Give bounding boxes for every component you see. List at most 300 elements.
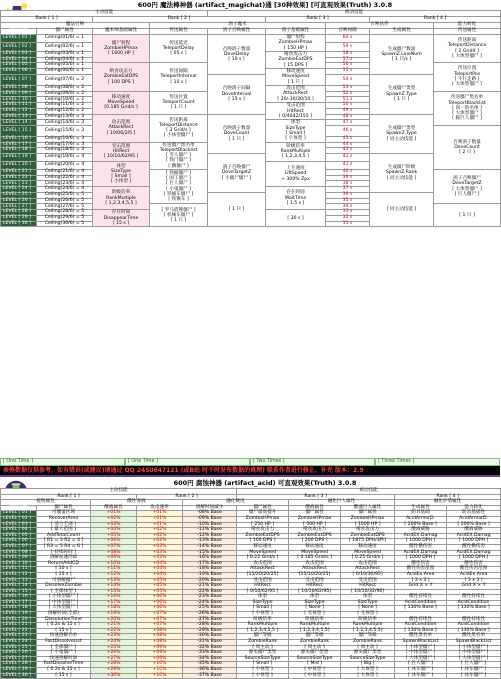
level-cell: LEVEL [ 04 ] [1,528,37,534]
stat-cell: [ 1000 DPH ] [447,539,501,545]
stat-cell: 啃食攻击力 [237,528,289,534]
teleport-block [150,114,208,142]
dove-summon-block [208,114,266,153]
cooldown-cell: Ceiling(21/6) = 4 [37,169,93,175]
level-prefix: LEVEL [3,599,18,605]
stat-cell: 酸性持续性 [447,617,501,623]
stat-cell: SourceSizeType [289,656,341,662]
stat-cell: [ 0/10/30/95] [341,572,395,578]
level-cell: LEVEL [ 23 ] [1,181,37,187]
stat-cell: [ 1000 DPH ] [395,556,447,562]
level-row [1,74,501,85]
stat-cell: -34% Base [183,656,237,662]
stat-cell: [ 冰车僵尸 ] [395,668,447,674]
interval-cell: 34 s [326,204,370,210]
stat-cell: [ 10/10/32/96] [341,589,395,595]
stat-cell: 攻击范围 [341,561,395,567]
block-text: 鸽子召唤僵尸 DoveTargetZ [ 小僵尸僵尸 ] [221,165,252,181]
level-cell: LEVEL [ 01 ] [1,35,37,43]
block-text: 移动速度 MoveSpeed [0.185 Grid/s ] [104,94,138,111]
stat-cell: +01% [137,522,183,528]
tab-active-skill[interactable]: 主动技能 [1,489,237,495]
group-header: 能力转化 [434,23,501,29]
stat-cell: [ 小体型 ] [237,612,289,618]
stat-cell: -37% Base [183,673,237,679]
level-number: 15 [21,588,28,594]
level-cell: LEVEL [ 06 ] [1,69,37,75]
block-text: [ 铁桶僵尸 ] [ 国王僵尸 ] [ 巨人僵尸 ] [ 小鬼僵尸 ] [ 铁桶车僵尸 ] [ 铁锹车 ] [163,170,194,203]
level-cell: LEVEL [ 02 ] [1,516,37,522]
stat-cell: [ 200% Base ] [395,522,447,528]
stat-cell: +05% [137,584,183,590]
stat-cell: [ 15 s ] [37,628,91,634]
stat-cell: [ 小体型僵尸 ] [447,645,501,651]
level-number: 19 [21,611,28,617]
block-text: 阶级倍率 RankMultiple [ 1,2,3,4,5 ] [280,143,311,160]
cooldown-cell: Ceiling(10/6) = 2 [37,97,93,103]
stat-cell: AcidArmorD. [395,516,447,522]
stat-cell: -20% Base [183,578,237,584]
stat-cell: RecoverArea [37,516,91,522]
interval-cell: 39 s [326,175,370,181]
stat-cell: [ 1000 HP ] [341,522,395,528]
level-cell: LEVEL [ 22 ] [1,175,37,181]
block-text: 体型 SizeType [ Small ] [ 小体型 ] [285,120,306,142]
stat-cell: [ 0.185 Grid/s ] [289,556,341,562]
block-text: 召唤鸽子数量 DoveCount [ 2 只 ] [453,139,481,156]
block-text: 传送间隔 TeleportInterval [ 10 s ] [160,69,197,85]
interval-cell: 57 s [326,57,370,63]
section2-title: 600円 腐蚀神器 (artifact_acid) 可直观效果(Truth) 3.0.8 [30,478,500,488]
stat-cell: 酸性黑名单 [395,634,447,640]
level-number: 07 [21,543,28,549]
stat-cell: 防具基础性 [447,511,501,517]
interval-cell: 56 s [326,63,370,69]
block-text: 召唤鸽子数量 DoveCount [ 1 只 ] [222,125,251,142]
level-prefix: LEVEL [3,527,18,533]
stat-cell: [ 持续时间 ] [37,550,91,556]
magician-block [93,91,150,114]
level-prefix: LEVEL [3,549,18,555]
stat-cell: AcidEX.Damag [395,550,447,556]
cooldown-cell: Ceiling(25/6) = 5 [37,192,93,198]
dove-base-block [266,187,326,210]
stat-cell: HitRect [289,584,341,590]
block-text: [ 1 只 ] [459,212,475,218]
block-text: 生成僵尸数量 SpawnZ.LineNum [ 1 只/s ] [381,46,422,63]
cooldown-cell: Ceiling(20/6) = 4 [37,162,93,170]
level-number: 17 [21,599,28,605]
stat-cell: [ 130% Base ] [395,628,447,634]
level-cell: LEVEL [ 06 ] [1,539,37,545]
stat-cell: 攻击范围 [237,561,289,567]
block-text: 传送位置 TeleportPos [ 不行走路 ] [ 大体型僵尸 ] [452,66,482,88]
stat-cell: [ 全部僵尸 ] [37,645,91,651]
stat-cell: [ None ] [341,606,395,612]
rank-header: Rank [ 4 ] [370,17,501,23]
cooldown-cell: Ceiling(15/6) = 3 [37,126,93,137]
stat-cell: ZombieHPmax [237,516,289,522]
stat-cell: 僵尸等级 [237,634,289,640]
stat-cell: +03% [137,556,183,562]
stat-cell: +02% [137,528,183,534]
level-cell: LEVEL [ 24 ] [1,640,37,646]
stat-cell: +06% [137,600,183,606]
stat-cell: +10% [91,561,137,567]
block-text: 啃食攻击力 ZombieEatDPS [ 100 DPS ] [103,69,139,85]
stat-cell: [ 同主动 ] [237,645,289,651]
stat-cell: 啃食攻击力 [289,528,341,534]
dove-base-block [266,103,326,120]
level-cell: LEVEL [ 14 ] [1,120,37,126]
magic-hat-table [0,10,501,227]
stat-cell: +09% [137,645,183,651]
level-cell: LEVEL [ 20 ] [1,617,37,623]
stat-cell: 酸液威胁 [395,528,447,534]
stat-cell: +17% [91,600,137,606]
level-cell: LEVEL [ 28 ] [1,210,37,216]
stat-cell: +03% [137,550,183,556]
block-text: 传送僵尸黑名单 TeleportBlacklist [ 雪人僵尸 ] [ 铁门僵尸 ] [ 飘僵尸 ] [159,142,198,169]
stat-cell: -13% Base [183,539,237,545]
cooldown-cell: Ceiling(09/6) = 2 [37,91,93,97]
level-cell: LEVEL [ 01 ] [1,511,37,517]
level-number: 03 [21,521,28,527]
stat-cell: [ Small ] [237,606,289,612]
stat-cell: [ 中体型僵尸 ] [37,600,91,606]
stat-cell: +06% [137,595,183,601]
stat-cell: +14% [91,584,137,590]
magician-block [93,187,150,210]
stat-cell: ZombieHPmax [289,516,341,522]
stat-cell: [ 200% Base ] [447,522,501,528]
ability-block [434,204,501,227]
level-number: 04 [21,527,28,533]
level-number: 09 [21,555,28,561]
stat-cell: AcidCondition [447,623,501,629]
stat-cell: -18% Base [183,567,237,573]
stat-cell: [ 0.25 Grid/s ] [341,556,395,562]
column-header: 酸液属性 [289,505,341,511]
dove-summon-block [208,35,266,75]
stat-cell: [ 15 s ] [37,572,91,578]
stat-cell: Grid X × Y [447,584,501,590]
level-cell: LEVEL [ 30 ] [1,221,37,227]
block-text: [ 1 只 ] [228,207,245,213]
rank-header: Rank [ 2 ] [137,494,237,500]
block-text: 召唤鸽子间隔 DoveInterval [ 15 s ] [221,86,252,102]
cooldown-cell: Ceiling(17/6) = 3 [37,142,93,148]
tab-passive-skill[interactable]: 被动技能 [208,11,501,17]
interval-cell: 42 s [326,154,370,162]
stat-cell: -23% Base [183,595,237,601]
stat-cell: +04% [137,572,183,578]
spawn-block [370,35,434,75]
stat-cell: 体型 [341,595,395,601]
level-cell: LEVEL [ 10 ] [1,561,37,567]
interval-cell: 44 s [326,142,370,148]
level-prefix: LEVEL [3,555,18,561]
interval-cell: 45 s [326,136,370,142]
level-prefix: LEVEL [3,661,18,667]
acid-table [0,488,501,679]
column-header: 能力转化 [447,505,501,511]
stat-cell: [ 1,2,3,4,5,5] [341,628,395,634]
block-text: 僵尸射程 ZombieHPmax [ 1600 HP ] [104,40,138,57]
cooldown-cell: Ceiling(11/6) = 2 [37,103,93,109]
group-header: 融化硬度 [183,500,289,506]
block-text: 生成僵尸类型 SpawnZ.Type [ 1 只 ] [386,86,417,102]
interval-cell: 59 s [326,43,370,51]
spawn-block [370,114,434,153]
level-cell: LEVEL [ 03 ] [1,51,37,57]
stat-cell: 溶解时间(全部) [37,612,91,618]
stat-cell: FastDissolveTime [37,662,91,668]
level-prefix: LEVEL [3,655,18,661]
stat-cell: [ 15 s ] [37,673,91,679]
stat-cell: -25% Base [183,606,237,612]
level-cell: LEVEL [ 24 ] [1,187,37,193]
level-prefix: LEVEL [3,611,18,617]
stat-cell: 源头僵尸类型 [289,651,341,657]
block-text: 生成僵尸类型 SpawnZ.Type [ 同主动技能 ] [386,125,417,142]
footer-rank4: [ Three Times ] [375,458,500,466]
level-cell: LEVEL [ 29 ] [1,215,37,221]
level-cell: LEVEL [ 10 ] [1,97,37,103]
stat-cell: [15/20/20/25] [237,572,289,578]
cooldown-cell: Ceiling(13/6) = 3 [37,114,93,120]
footer-rank1: [ One Time ] [0,458,125,466]
interval-cell: 60 s [326,35,370,43]
level-number: 21 [21,622,28,628]
block-text: 受击范围 HitRect [ 10/10/62/95 ] [103,143,139,160]
stat-cell: +27% [91,656,137,662]
dove-summon-block [208,74,266,114]
dove-summon-block [208,154,266,193]
block-text: 攻击范围 AttackRect [ 10/06/2/5 ] [106,120,136,136]
interval-cell: 31 s [326,221,370,227]
stat-cell: HitRect [341,584,395,590]
stat-cell: 溶解加速冷却 [37,556,91,562]
stat-cell: 啃食攻击力 [341,528,395,534]
stat-cell: 源头僵尸类型 [237,651,289,657]
level-cell: LEVEL [ 27 ] [1,204,37,210]
stat-cell: 移动速度 [237,544,289,550]
level-cell: LEVEL [ 15 ] [1,126,37,137]
stat-cell: -28% Base [183,623,237,629]
stat-cell: 阶级倍率 [237,617,289,623]
stat-cell: HitRect [237,584,289,590]
column-header: 召唤间隔 [326,29,370,35]
stat-cell: -33% Base [183,651,237,657]
stat-cell: ZombieEatDPS [289,533,341,539]
level-number: 29 [21,667,28,672]
cooldown-cell: Ceiling(24/6) = 4 [37,187,93,193]
spawn-block [370,74,434,114]
stat-cell: [ 0.22 Grid/s ] [237,556,289,562]
level-prefix: LEVEL [3,633,18,639]
group-header: 魔法召唤 [1,23,150,29]
stat-cell: +22% [91,628,137,634]
stat-cell: [ 中体型 ] [289,673,341,679]
stat-cell: +28% [91,662,137,668]
dove-base-block [266,35,326,52]
column-header: 神器等级 [1,505,37,511]
stat-cell: ReturnAddCD [37,561,91,567]
cooldown-cell: Ceiling(30/6) = 5 [37,221,93,227]
dove-base-block [266,69,326,86]
stat-cell: +29% [91,668,137,674]
stat-cell: SpawnBlackList [447,640,501,646]
level-prefix: LEVEL [3,571,18,577]
column-header: 僵尸属性 [37,505,91,511]
cooldown-cell: Ceiling(07/6) = 2 [37,74,93,85]
stat-cell: SpawnBlackList [395,640,447,646]
stat-cell: 酸液威胁 [447,528,501,534]
stat-cell: [ 最大范围 ] [37,528,91,534]
level-cell: LEVEL [ 18 ] [1,148,37,154]
level-prefix: LEVEL [3,521,18,527]
cooldown-cell: Ceiling(06/6) = 1 [37,69,93,75]
rank-header: Rank [ 2 ] [93,17,266,23]
group-header: 酸性毒液 [91,500,183,506]
dove-base-block [266,210,326,227]
stat-cell: +21% [91,623,137,629]
group-header: 召唤伙伴 [326,23,434,29]
cooldown-cell: Ceiling(14/6) = 3 [37,120,93,126]
stat-cell: -15% Base [183,550,237,556]
level-number: 16 [21,594,28,600]
stat-cell: [ 小体型僵尸 ] [395,645,447,651]
stat-cell: 酸性伤害 [447,561,501,567]
stat-cell: +07% [137,617,183,623]
stat-cell: -12% Base [183,533,237,539]
stat-cell: -22% Base [183,589,237,595]
stat-cell: [ 200 DPS ] [289,539,341,545]
stat-cell: [ 130% Base ] [395,606,447,612]
stat-cell: FastDissolveList [37,640,91,646]
stat-cell: [ 3 x 3 ] [447,578,501,584]
rank-header: Rank [ 4 ] [395,494,501,500]
stat-cell: [ 1,2,3,4,5,5] [289,628,341,634]
level-cell: LEVEL [ 04 ] [1,57,37,63]
stat-cell: -08% Base [183,511,237,517]
level-prefix: LEVEL [3,543,18,549]
interval-cell: 47 s [326,120,370,126]
dove-summon-block [208,192,266,227]
stat-cell: [ 0/10/62/95 ] [237,589,289,595]
stat-cell: +05% [91,533,137,539]
stat-cell: [ 大体型 ] [341,668,395,674]
stat-cell: +09% [91,556,137,562]
stat-cell: RankMultiple [289,623,341,629]
stat-cell: -17% Base [183,561,237,567]
level-number: 23 [21,633,28,639]
stat-cell: [ 冰车僵尸 ] [447,673,501,679]
level-cell: LEVEL [ 16 ] [1,136,37,142]
stat-cell: [ 1000 DPH ] [395,539,447,545]
cooldown-cell: Ceiling(12/6) = 2 [37,108,93,114]
level-cell: LEVEL [ 27 ] [1,656,37,662]
magician-block [93,142,150,161]
stat-cell: +02% [91,516,137,522]
level-number: 25 [21,644,28,650]
dove-base-block [266,162,326,187]
stat-cell: [ 小鬼僵尸 ] [37,651,91,657]
stat-cell: +04% [137,561,183,567]
footer-rank2: [ One Time ] [125,458,250,466]
section1-footer [0,458,500,466]
level-cell: LEVEL [ 09 ] [1,91,37,97]
interval-cell: 41 s [326,162,370,170]
stat-cell: 酸性持续性 [395,617,447,623]
level-cell: LEVEL [ 16 ] [1,595,37,601]
stat-cell: +05% [137,578,183,584]
level-prefix: LEVEL [3,515,18,521]
stat-cell: Grid X × Y [395,584,447,590]
stat-cell: -29% Base [183,628,237,634]
stat-cell: AcidEX.Damag [447,550,501,556]
stat-cell: +11% [91,567,137,573]
block-text: 存在时间 DisappearTime [ 15 s ] [103,210,139,226]
stat-cell: 酸性黑名单 [447,634,501,640]
stat-cell: +05% [137,589,183,595]
cooldown-cell: Ceiling(16/6) = 3 [37,136,93,142]
block-text: [ 同主动技能 ] [386,207,417,213]
spawn-block [370,192,434,227]
block-text: 鸽子召唤僵尸 DoveTargetZ [ 大体型僵尸 ] [ 巨人僵尸 ] [452,176,482,197]
stat-cell: SizeType [237,600,289,606]
stat-cell: +04% [91,528,137,534]
level-cell: LEVEL [ 30 ] [1,673,37,679]
cooldown-cell: Ceiling(28/6) = 5 [37,210,93,216]
level-cell: LEVEL [ 11 ] [1,567,37,573]
interval-cell: 53 s [326,85,370,91]
teleport-block [150,63,208,91]
tab-passive-skill[interactable]: 被动技能 [237,489,501,495]
ability-block [434,91,501,126]
stat-cell: [ None ] [289,606,341,612]
stat-cell: AttackRect [341,567,395,573]
stat-cell: 僵尸等级 [341,634,395,640]
tab-active-skill[interactable]: 主动技能 [1,11,208,17]
block-text: 体型 SizeType [ Small ] [ 小体型 ] [110,163,132,185]
rank-header: Rank [ 3 ] [266,17,370,23]
stat-cell: AcidCondition [447,600,501,606]
interval-cell: 55 s [326,69,370,75]
level-cell: LEVEL [ 02 ] [1,43,37,51]
stat-cell: ZombieEatDPS [237,533,289,539]
level-number: 20 [21,616,28,622]
level-cell: LEVEL [ 28 ] [1,662,37,668]
ability-block [434,169,501,204]
stat-cell: +12% [91,572,137,578]
stat-cell: +03% [91,522,137,528]
stat-cell: +01% [91,511,137,517]
level-prefix: LEVEL [3,650,18,656]
stat-cell: +02% [137,533,183,539]
stat-cell: AcidEX.Damag [447,533,501,539]
level-number: 27 [21,655,28,661]
teleport-block [150,91,208,114]
stat-cell: +08% [137,634,183,640]
column-header: 神器等级 [1,29,37,35]
level-cell: LEVEL [ 07 ] [1,544,37,550]
level-prefix: LEVEL [3,510,18,516]
stat-cell: -32% Base [183,645,237,651]
stat-cell: +01% [137,511,183,517]
stat-cell: MoveSpeed [341,550,395,556]
